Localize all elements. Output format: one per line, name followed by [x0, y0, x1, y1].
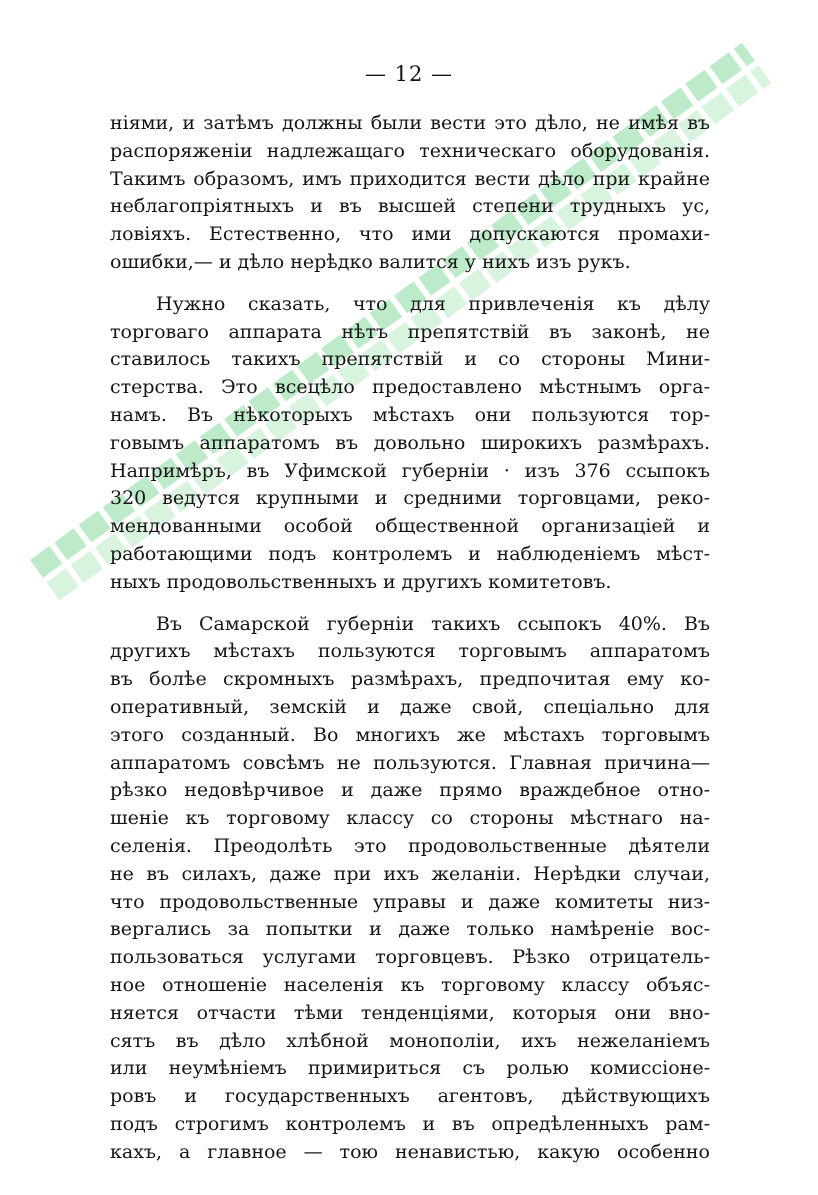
- text-line: этого созданный. Во многихъ же мѣстахъ торговымъ: [110, 723, 710, 746]
- text-line: пользоваться услугами торговцевъ. Рѣзко отрицатель-: [110, 946, 710, 969]
- text-line: Такимъ образомъ, имъ приходится вести дѣло при крайне: [110, 167, 710, 190]
- paragraph-1: [110, 110, 710, 277]
- text-line: сятъ въ дѣло хлѣбной монополіи, ихъ нежеланіемъ: [110, 1029, 710, 1052]
- text-line: торговаго аппарата нѣтъ препятствій въ законѣ, не: [110, 320, 710, 343]
- text-line: рѣзко недовѣрчивое и даже прямо враждебное отно-: [110, 779, 710, 802]
- text-line: вергались за попытки и даже только намѣреніе вос-: [110, 918, 710, 941]
- text-line: аппаратомъ совсѣмъ не пользуются. Главная причина—: [110, 751, 710, 774]
- text-line: ставилось такихъ препятствій и со стороны Мини-: [110, 348, 710, 371]
- paragraph-3: [110, 611, 710, 1167]
- text-line: неблагопріятныхъ и въ высшей степени трудныхъ ус,: [110, 195, 710, 218]
- text-line: другихъ мѣстахъ пользуются торговымъ аппаратомъ: [110, 640, 710, 663]
- text-line: что продовольственные управы и даже комитеты низ-: [110, 890, 710, 913]
- text-line: ровъ и государственныхъ агентовъ, дѣйствующихъ: [110, 1085, 710, 1108]
- paragraph-gap: [110, 597, 710, 611]
- text-line: стерства. Это всецѣло предоставлено мѣстнымъ орга-: [110, 376, 710, 399]
- text-line: ошибки,— и дѣло нерѣдко валится у нихъ изъ рукъ.: [110, 250, 631, 273]
- text-line: намъ. Въ нѣкоторыхъ мѣстахъ они пользуются тор-: [110, 403, 710, 426]
- text-line: ное отношеніе населенія къ торговому классу объяс-: [110, 973, 710, 996]
- text-line: мендованными особой общественной организаціей и: [110, 515, 710, 538]
- body-text: [110, 110, 710, 1166]
- text-line: кахъ, а главное — тою ненавистью, какую особенно: [110, 1140, 710, 1163]
- text-line: или неумѣніемъ примириться съ ролью комиссіоне-: [110, 1057, 710, 1080]
- text-line: ловіяхъ. Естественно, что ими допускаются промахи-: [110, 223, 710, 246]
- text-line: няется отчасти тѣми тенденціями, которыя они вно-: [110, 1001, 710, 1024]
- text-line: 320 ведутся крупными и средними торговцами, реко-: [110, 487, 710, 510]
- text-line: подъ строгимъ контролемъ и въ опредѣленныхъ рам-: [110, 1112, 710, 1135]
- page-number: — 12 —: [364, 62, 454, 86]
- text-line: ныхъ продовольственныхъ и другихъ комитетовъ.: [110, 570, 612, 593]
- text-line: не въ силахъ, даже при ихъ желаніи. Нерѣдки случаи,: [110, 862, 710, 885]
- text-line: оперативный, земскій и даже свой, спеціально для: [110, 695, 710, 718]
- text-line: Въ Самарской губерніи такихъ ссыпокъ 40%. Въ: [156, 612, 710, 635]
- text-line: шеніе къ торговому классу со стороны мѣстнаго на-: [110, 807, 710, 830]
- text-line: говымъ аппаратомъ въ довольно широкихъ размѣрахъ.: [110, 431, 710, 454]
- paragraph-2: [110, 291, 710, 597]
- text-line: въ болѣе скромныхъ размѣрахъ, предпочитая ему ко-: [110, 668, 710, 691]
- text-line: Нужно сказать, что для привлеченія къ дѣлу: [156, 292, 710, 315]
- paragraph-gap: [110, 277, 710, 291]
- text-line: работающими подъ контролемъ и наблюденіемъ мѣст-: [110, 542, 710, 565]
- text-line: Напримѣръ, въ Уфимской губерніи · изъ 376 ссыпокъ: [110, 459, 710, 482]
- text-line: селенія. Преодолѣть это продовольственные дѣятели: [110, 834, 710, 857]
- text-line: ніями, и затѣмъ должны были вести это дѣло, не имѣя въ: [110, 112, 710, 134]
- text-line: распоряженіи надлежащаго техническаго оборудованія.: [110, 139, 710, 162]
